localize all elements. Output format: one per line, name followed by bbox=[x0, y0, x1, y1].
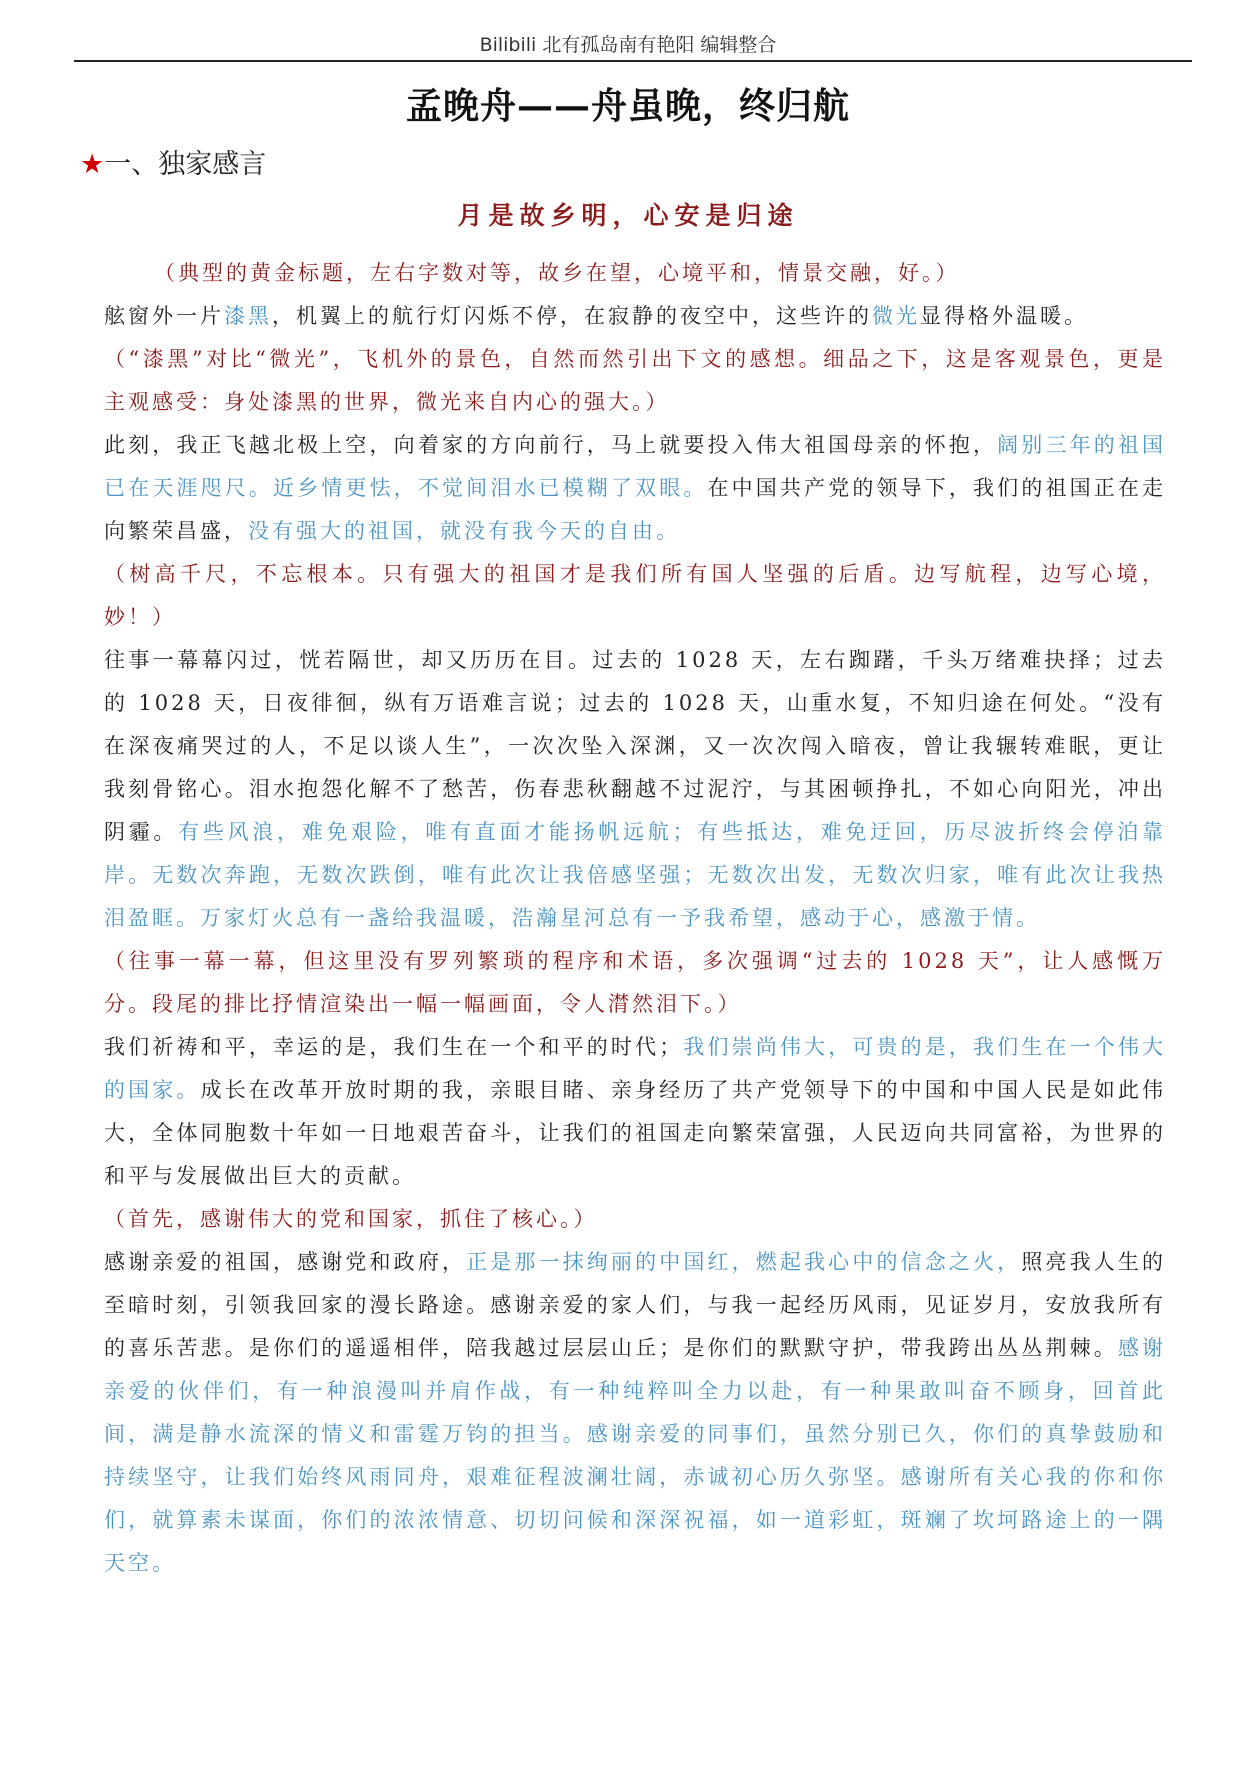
comment-text: （典型的黄金标题，左右字数对等，故乡在望，心境平和，情景交融，好。） bbox=[154, 261, 960, 285]
body-text: 舷窗外一片 bbox=[104, 304, 224, 328]
comment-text: （“漆黑”对比“微光”，飞机外的景色，自然而然引出下文的感想。细品之下，这是客观景色，更是主观感受：身处漆黑的世界，微光来自内心的强大。） bbox=[104, 347, 1166, 414]
header-rule bbox=[74, 60, 1192, 62]
highlight-text: 漆黑 bbox=[224, 304, 272, 328]
annotation-paragraph bbox=[104, 252, 1166, 295]
body-text: 照亮我人生的至暗时刻，引领我回家的漫长路途。感谢亲爱的家人们，与我一起经历风雨，见证岁月，安放我所有的喜乐苦悲。是你们的遥遥相伴，陪我越过层层山丘；是你们的默默守护，带我跨出丛丛荆棘。 bbox=[104, 1250, 1167, 1360]
annotation-paragraph bbox=[104, 1198, 1166, 1241]
section-label: 一、独家感言 bbox=[104, 149, 267, 180]
body-text: 显得格外温暖。 bbox=[920, 304, 1088, 328]
body-text: 往事一幕幕闪过，恍若隔世，却又历历在目。过去的 1028 天，左右踟躇，千头万绪难抉择；过去的 1028 天，日夜徘徊，纵有万语难言说；过去的 1028 天，山重水复，不知归途在何处。“没有在深夜痛哭过的人，不足以谈人生”，一次次坠入深渊，又一次次闯入暗夜，曾让我辗转难眠，更让我刻骨铭心。泪水抱怨化解不了愁苦，伤春悲秋翻越不过泥泞，与其困顿挣扎，不如心向阳光，冲出阴霾。 bbox=[104, 648, 1166, 844]
comment-text: （首先，感谢伟大的党和国家，抓住了核心。） bbox=[104, 1207, 598, 1231]
body-text: 成长在改革开放时期的我，亲眼目睹、亲身经历了共产党领导下的中国和中国人民是如此伟大，全体同胞数十年如一日地艰苦奋斗，让我们的祖国走向繁荣富强，人民迈向共同富裕，为世界的和平与发展做出巨大的贡献。 bbox=[104, 1078, 1167, 1188]
comment-text: （树高千尺，不忘根本。只有强大的祖国才是我们所有国人坚强的后盾。边写航程，边写心境，妙！） bbox=[104, 562, 1166, 629]
body-text: 此刻，我正飞越北极上空，向着家的方向前行，马上就要投入伟大祖国母亲的怀抱， bbox=[104, 433, 998, 457]
body-text: 我们祈祷和平，幸运的是，我们生在一个和平的时代； bbox=[104, 1035, 684, 1059]
annotation-paragraph bbox=[104, 553, 1166, 639]
body-text: 在中国共产党的领导下，我们的祖国正在走向繁荣昌盛， bbox=[104, 476, 1167, 543]
annotation-paragraph bbox=[104, 940, 1166, 1026]
highlight-text: 感谢亲爱的伙伴们，有一种浪漫叫并肩作战，有一种纯粹叫全力以赴，有一种果敢叫奋不顾身，回首此间，满是静水流深的情义和雷霆万钧的担当。感谢亲爱的同事们，虽然分别已久，你们的真挚鼓励和持续坚守，让我们始终风雨同舟，艰难征程波澜壮阔，赤诚初心历久弥坚。感谢所有关心我的你和你们，就算素未谋面，你们的浓浓情意、切切问候和深深祝福，如一道彩虹，斑斓了坎坷路途上的一隅天空。 bbox=[104, 1336, 1166, 1575]
highlight-text: 我们崇尚伟大，可贵的是，我们生在一个伟大的国家。 bbox=[104, 1035, 1167, 1102]
essay-paragraph bbox=[104, 639, 1166, 940]
star-icon: ★ bbox=[80, 149, 105, 180]
essay-body bbox=[104, 252, 1166, 1585]
highlight-text: 没有强大的祖国，就没有我今天的自由。 bbox=[248, 519, 680, 543]
essay-subtitle: 月是故乡明，心安是归途 bbox=[457, 201, 799, 230]
body-text: ，机翼上的航行灯闪烁不停，在寂静的夜空中，这些许的 bbox=[272, 304, 872, 328]
body-text: 感谢亲爱的祖国，感谢党和政府， bbox=[104, 1250, 467, 1274]
highlight-text: 阔别三年的祖国已在天涯咫尺。近乡情更怯，不觉间泪水已模糊了双眼。 bbox=[104, 433, 1167, 500]
section-heading bbox=[80, 142, 266, 181]
highlight-text: 微光 bbox=[872, 304, 920, 328]
comment-text: （往事一幕一幕，但这里没有罗列繁琐的程序和术语，多次强调“过去的 1028 天”，让人感慨万分。段尾的排比抒情渲染出一幅一幅画面，令人潸然泪下。） bbox=[104, 949, 1166, 1016]
essay-paragraph bbox=[104, 424, 1166, 553]
page-header: Bilibili 北有孤岛南有艳阳 编辑整合 bbox=[479, 34, 777, 56]
essay-paragraph bbox=[104, 1026, 1166, 1198]
essay-paragraph bbox=[104, 1241, 1166, 1585]
highlight-text: 正是那一抹绚丽的中国红，燃起我心中的信念之火， bbox=[466, 1250, 1022, 1274]
highlight-text: 有些风浪，难免艰险，唯有直面才能扬帆远航；有些抵达，难免迂回，历尽波折终会停泊靠岸。无数次奔跑，无数次跌倒，唯有此次让我倍感坚强；无数次出发，无数次归家，唯有此次让我热泪盈眶。万家灯火总有一盏给我温暖，浩瀚星河总有一予我希望，感动于心，感激于情。 bbox=[104, 820, 1167, 930]
document-title: 孟晚舟——舟虽晚，终归航 bbox=[405, 85, 850, 127]
essay-paragraph bbox=[104, 295, 1166, 338]
annotation-paragraph bbox=[104, 338, 1166, 424]
